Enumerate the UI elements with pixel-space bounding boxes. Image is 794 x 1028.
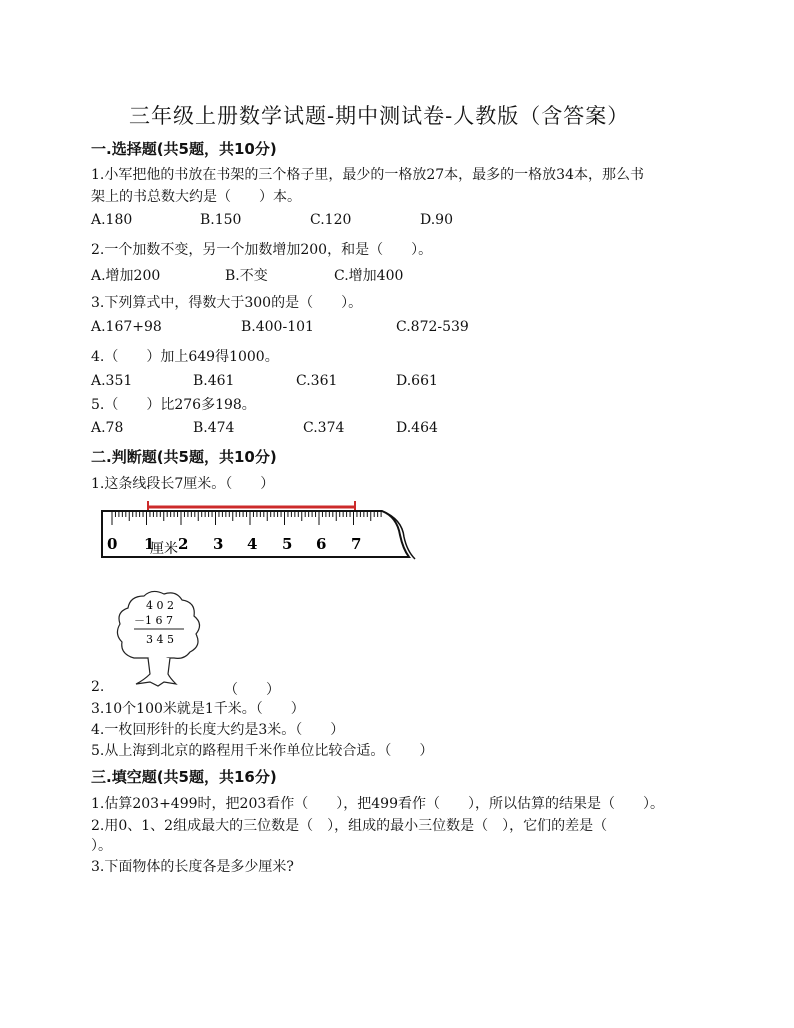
choice-q5-option-c: C.374 <box>303 420 345 436</box>
choice-q3-option-a: A.167+98 <box>91 319 162 335</box>
ruler-label-0: 0 <box>107 535 118 553</box>
judge-q2-number: 2. <box>91 679 105 695</box>
choice-q3-option-b: B.400-101 <box>241 319 314 335</box>
choice-q2: 2.一个加数不变，另一个加数增加200，和是（ ）。 <box>91 242 433 258</box>
section-heading-judge: 二.判断题(共5题，共10分) <box>91 448 277 466</box>
ruler-unit-label: 厘米 <box>150 541 178 557</box>
tree-row-result: 3 4 5 <box>146 633 174 646</box>
page-title: 三年级上册数学试题-期中测试卷-人教版（含答案） <box>129 104 630 128</box>
tree-row-minuend: 4 0 2 <box>146 599 174 612</box>
choice-q5: 5.（ ）比276多198。 <box>91 397 256 413</box>
choice-q4-option-d: D.661 <box>396 373 438 389</box>
choice-q1-option-d: D.90 <box>420 212 453 228</box>
judge-q1: 1.这条线段长7厘米。（ ） <box>91 476 275 492</box>
fill-q2-line1: 2.用0、1、2组成最大的三位数是（ ），组成的最小三位数是（ ），它们的差是（ <box>91 818 608 834</box>
choice-q1-option-a: A.180 <box>91 212 133 228</box>
choice-q2-option-a: A.增加200 <box>91 268 161 284</box>
choice-q3: 3.下列算式中，得数大于300的是（ ）。 <box>91 295 363 311</box>
choice-q4-option-c: C.361 <box>296 373 338 389</box>
ruler-label-4: 4 <box>247 535 258 553</box>
choice-q3-option-c: C.872-539 <box>396 319 469 335</box>
section-heading-fill: 三.填空题(共5题，共16分) <box>91 768 277 786</box>
ruler-label-3: 3 <box>213 535 224 553</box>
choice-q4-option-b: B.461 <box>193 373 235 389</box>
ruler-label-2: 2 <box>178 535 189 553</box>
tree-subtraction-figure <box>112 588 207 688</box>
choice-q4: 4.（ ）加上649得1000。 <box>91 349 279 365</box>
section-heading-choice: 一.选择题(共5题，共10分) <box>91 140 277 158</box>
fill-q3: 3.下面物体的长度各是多少厘米? <box>91 859 294 875</box>
fill-q1: 1.估算203+499时，把203看作（ ），把499看作（ ），所以估算的结果是（ ）。 <box>91 796 664 812</box>
choice-q5-option-a: A.78 <box>91 420 124 436</box>
choice-q5-option-b: B.474 <box>193 420 235 436</box>
choice-q2-option-c: C.增加400 <box>334 268 404 284</box>
choice-q5-option-d: D.464 <box>396 420 438 436</box>
choice-q2-option-b: B.不变 <box>225 268 268 284</box>
judge-q5: 5.从上海到北京的路程用千米作单位比较合适。（ ） <box>91 743 434 759</box>
choice-q4-option-a: A.351 <box>91 373 133 389</box>
ruler-label-5: 5 <box>282 535 293 553</box>
fill-q2-line2: ）。 <box>91 838 112 854</box>
ruler-label-6: 6 <box>316 535 327 553</box>
ruler-figure <box>97 497 427 567</box>
tree-trunk <box>136 658 176 686</box>
judge-q4: 4.一枚回形针的长度大约是3米。（ ） <box>91 722 345 738</box>
ruler-label-1: 1 <box>144 535 155 553</box>
judge-q3: 3.10个100米就是1千米。（ ） <box>91 701 305 717</box>
choice-q1-option-c: C.120 <box>310 212 352 228</box>
judge-q2-paren: （ ） <box>224 682 280 698</box>
choice-q1-option-b: B.150 <box>200 212 242 228</box>
ruler-label-7: 7 <box>351 535 362 553</box>
tree-row-subtrahend: －1 6 7 <box>134 614 173 627</box>
choice-q1-line2: 架上的书总数大约是（ ）本。 <box>91 189 301 205</box>
choice-q1-line1: 1.小军把他的书放在书架的三个格子里，最少的一格放27本，最多的一格放34本，那么书 <box>91 167 644 183</box>
